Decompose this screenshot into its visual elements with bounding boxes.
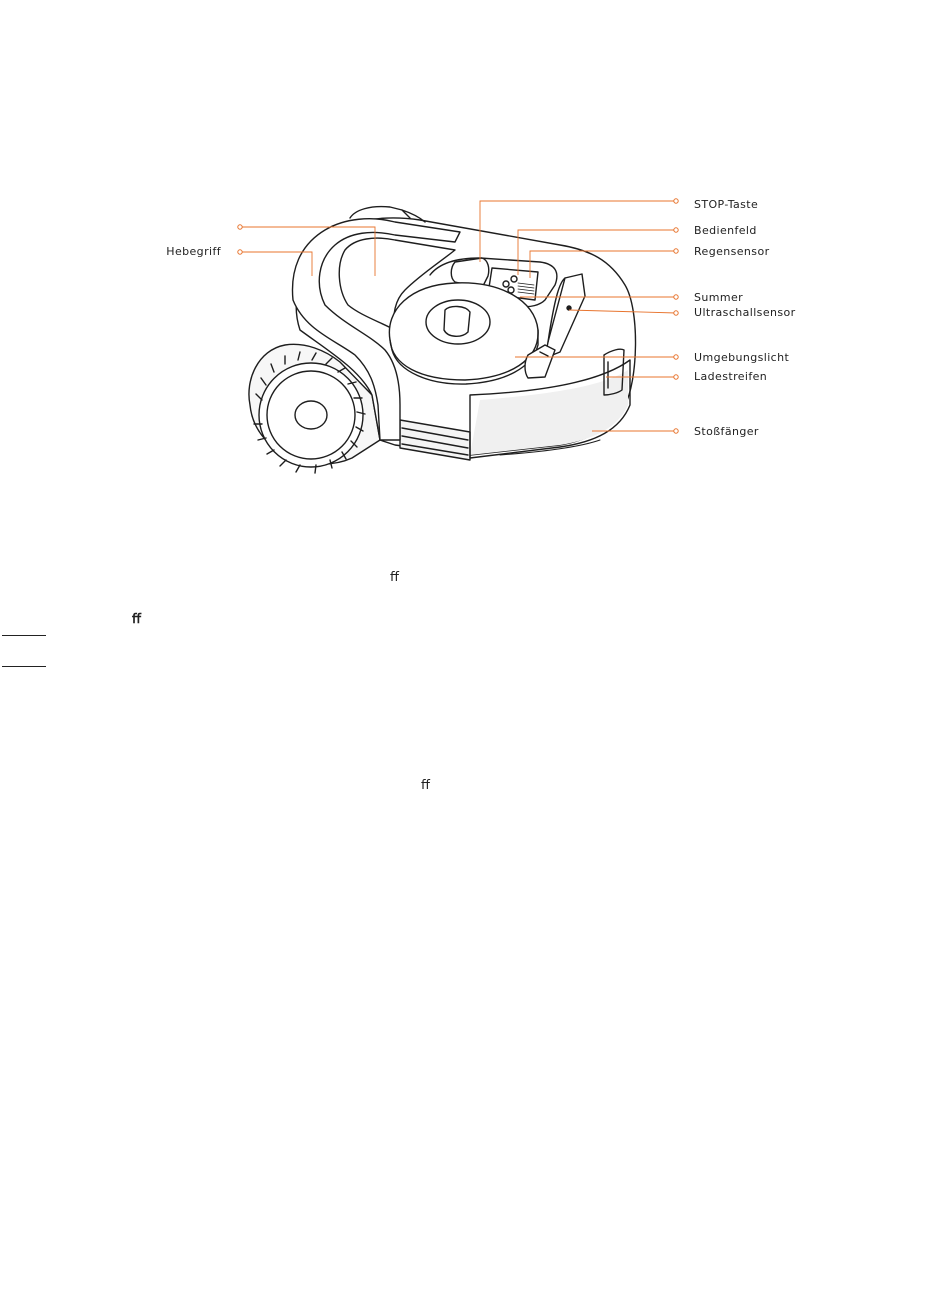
stray-glyph: ﬀ [421, 777, 430, 792]
label-buzzer: Summer [694, 291, 744, 304]
label-ambient-light: Umgebungslicht [694, 351, 790, 364]
label-stop-button: STOP-Taste [694, 198, 759, 211]
dot-handle-upper [238, 225, 242, 229]
divider-rule [2, 635, 46, 636]
dot-charging-strips [674, 375, 678, 379]
mower-illustration [249, 207, 636, 473]
label-charging-strips: Ladestreifen [694, 370, 768, 383]
stray-glyph: ﬀ [132, 611, 141, 626]
dot-control-panel [674, 228, 678, 232]
dot-ultrasonic [674, 311, 678, 315]
dot-rain-sensor [674, 249, 678, 253]
label-control-panel: Bedienfeld [694, 224, 757, 237]
label-bumper: Stoßfänger [694, 425, 759, 438]
divider-rule [2, 666, 46, 667]
dot-stop [674, 199, 678, 203]
mower-diagram [0, 0, 950, 520]
dot-handle-lower [238, 250, 242, 254]
dot-ambient-light [674, 355, 678, 359]
dot-bumper [674, 429, 678, 433]
label-rain-sensor: Regensensor [694, 245, 770, 258]
label-ultrasonic-sensor: Ultraschallsensor [694, 306, 796, 319]
label-handle: Hebegriff [166, 245, 221, 258]
stray-glyph: ﬀ [390, 569, 399, 584]
dot-buzzer [674, 295, 678, 299]
